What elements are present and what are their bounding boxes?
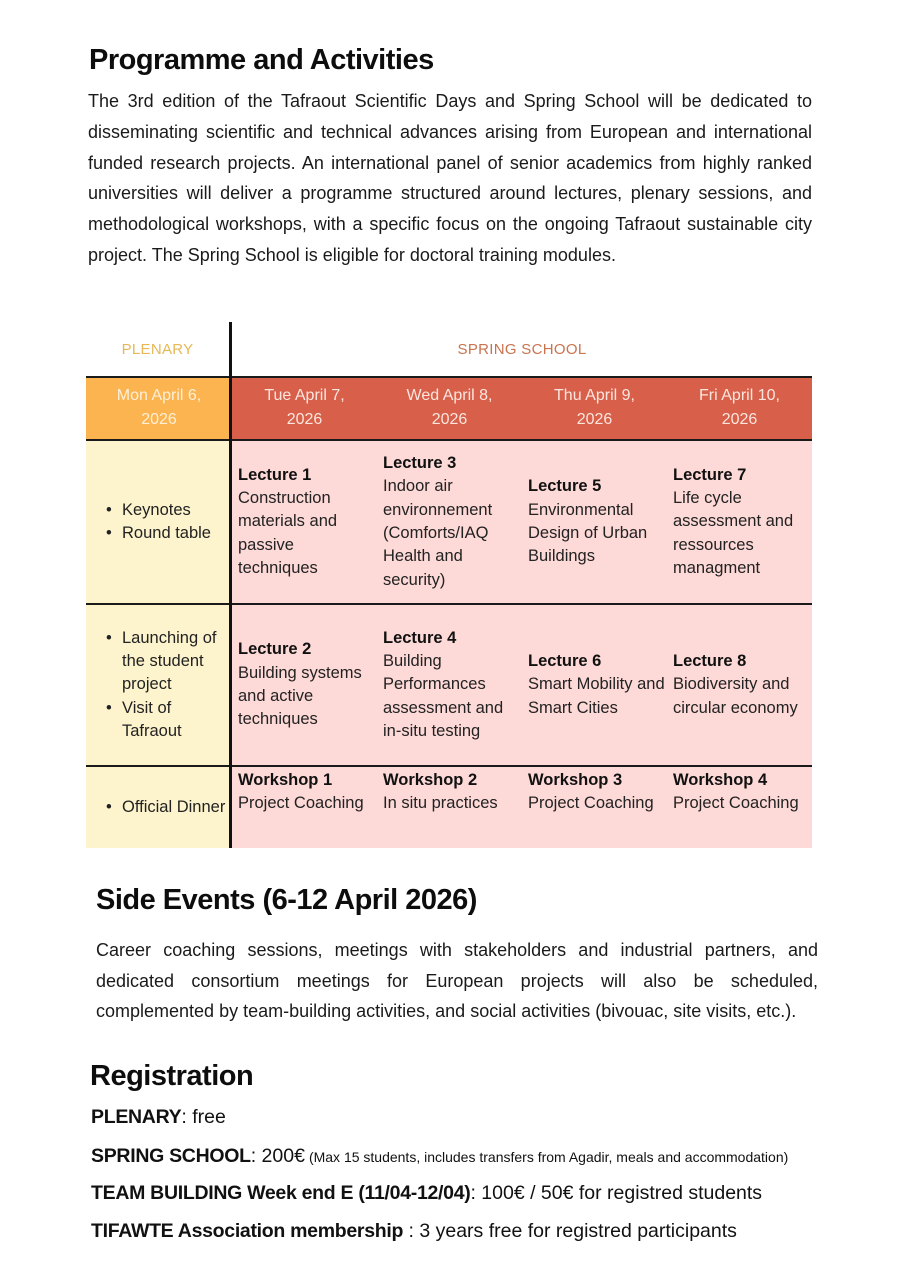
side-events-title: Side Events (6-12 April 2026) — [96, 884, 477, 916]
plenary-item: • Keynotes — [122, 499, 232, 522]
schedule-row — [86, 767, 812, 848]
date-cell-mon: Mon April 6, 2026 — [86, 377, 232, 439]
programme-intro: The 3rd edition of the Tafraout Scientific Days and Spring School will be dedicated to disseminating scientific and technical advances arising from European and international funded research projects. An international panel of senior academics from highly ranked universities will deliver a programme structured around lectures, plenary sessions, and methodological workshops, with a specific focus on the ongoing Tafraout sustainable city project. The Spring School is eligible for doctoral training modules. — [88, 91, 812, 265]
plenary-item: • Round table — [122, 522, 232, 545]
session-cell: Lecture 6 Smart Mobility and Smart Cities — [528, 652, 665, 717]
spring-school-header: SPRING SCHOOL — [457, 341, 587, 358]
divider — [86, 376, 812, 378]
session-cell: Lecture 4 Building Performances assessment and in-situ testing — [383, 628, 504, 740]
registration-title: Registration — [90, 1060, 254, 1092]
workshop-cell: Workshop 1 Project Coaching — [238, 771, 364, 813]
schedule-row — [86, 441, 812, 603]
plenary-cell — [86, 441, 232, 603]
date-row — [86, 377, 812, 439]
registration-item-spring-school: SPRING SCHOOL: 200€ (Max 15 students, includes transfers from Agadir, meals and accommodation) — [91, 1145, 789, 1167]
plenary-item: • Launching of the student project — [122, 627, 232, 697]
session-cell: Lecture 2 Building systems and active techniques — [238, 640, 362, 729]
schedule-table — [86, 322, 812, 848]
column-divider — [229, 322, 232, 848]
registration-item-membership: TIFAWTE Association membership : 3 years free for registred participants — [91, 1220, 737, 1242]
workshop-cell: Workshop 2 In situ practices — [383, 771, 498, 813]
plenary-item: • Visit of Tafraout — [122, 697, 232, 744]
plenary-cell — [86, 605, 232, 765]
programme-title: Programme and Activities — [89, 44, 434, 76]
divider — [86, 439, 812, 441]
date-cell-thu: Thu April 9, 2026 — [554, 387, 635, 428]
divider — [86, 603, 812, 605]
date-cell-tue: Tue April 7, 2026 — [264, 387, 345, 428]
plenary-header: PLENARY — [121, 341, 194, 358]
plenary-cell — [86, 767, 232, 848]
session-cell: Lecture 3 Indoor air environnement (Comforts/IAQ Health and security) — [383, 454, 493, 589]
side-events-text: Career coaching sessions, meetings with stakeholders and industrial partners, and dedicated consortium meetings for European projects will also be scheduled, complemented by team-building activities, and social activities (bivouac, site visits, etc.). — [96, 940, 818, 1021]
workshop-cell: Workshop 3 Project Coaching — [528, 771, 654, 813]
date-cell-wed: Wed April 8, 2026 — [406, 387, 493, 428]
session-cell: Lecture 8 Biodiversity and circular economy — [673, 652, 798, 717]
divider — [86, 765, 812, 767]
schedule-row — [86, 605, 812, 765]
session-cell: Lecture 1 Construction materials and passive techniques — [238, 465, 338, 577]
plenary-item: • Official Dinner — [122, 796, 232, 819]
registration-item-plenary: PLENARY: free — [91, 1106, 226, 1128]
session-cell: Lecture 7 Life cycle assessment and ressources managment — [673, 465, 794, 577]
session-cell: Lecture 5 Environmental Design of Urban Buildings — [528, 477, 648, 566]
date-cell-fri: Fri April 10, 2026 — [699, 387, 780, 428]
registration-item-team-building: TEAM BUILDING Week end E (11/04-12/04): 100€ / 50€ for registred students — [91, 1182, 763, 1204]
workshop-cell: Workshop 4 Project Coaching — [673, 771, 799, 813]
